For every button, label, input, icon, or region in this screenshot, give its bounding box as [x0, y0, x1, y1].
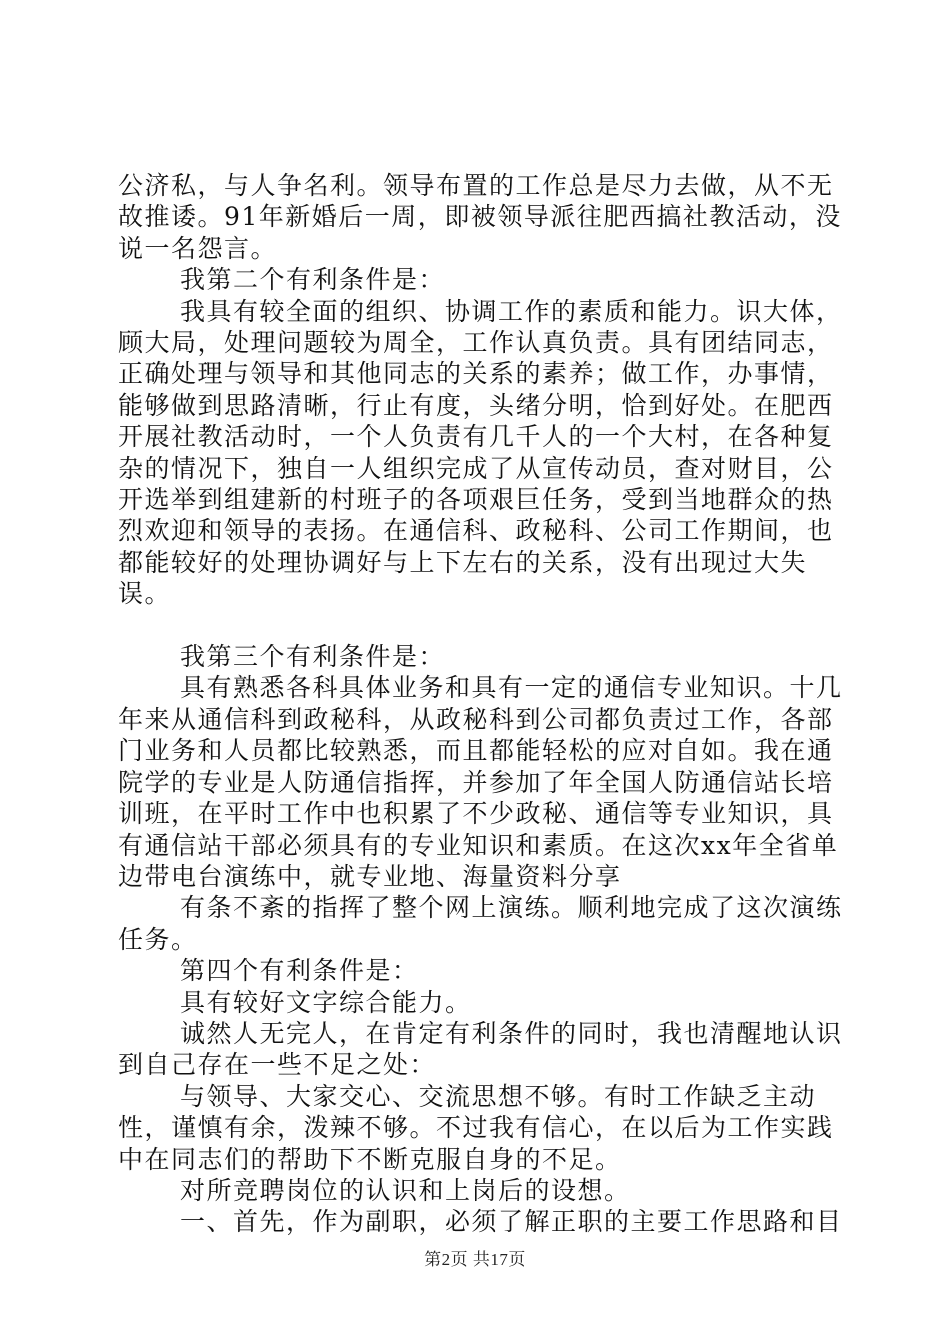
paragraph-4-heading: 我第三个有利条件是：: [180, 642, 446, 672]
paragraph-11: 对所竞聘岗位的认识和上岗后的设想。: [180, 1175, 631, 1205]
paragraph-1: 公济私，与人争名利。领导布置的工作总是尽力去做，从不无故推诿。91年新婚后一周，即被领导派往肥西搞社教活动，没说一名怨言。: [118, 171, 842, 263]
paragraph-gap: [118, 610, 858, 641]
paragraph-9: 诚然人无完人，在肯定有利条件的同时，我也清醒地认识到自己存在一些不足之处：: [118, 1018, 843, 1080]
paragraph-6: 有条不紊的指挥了整个网上演练。顺利地完成了这次演练任务。: [118, 893, 843, 954]
page-number-footer: 第2页 共17页: [424, 1250, 526, 1269]
paragraph-10: 与领导、大家交心、交流思想不够。有时工作缺乏主动性，谨慎有余，泼辣不够。不过我有信心，在以后为工作实践中在同志们的帮助下不断克服自身的不足。: [118, 1081, 834, 1174]
paragraph-12: 一、首先，作为副职，必须了解正职的主要工作思路和目: [180, 1207, 843, 1237]
paragraph-2-heading: 我第二个有利条件是：: [180, 265, 446, 295]
paragraph-8: 具有较好文字综合能力。: [180, 987, 472, 1017]
paragraph-7-heading: 第四个有利条件是：: [180, 956, 419, 986]
paragraph-3: 我具有较全面的组织、协调工作的素质和能力。识大体，顾大局，处理问题较为周全，工作认真负责。具有团结同志，正确处理与领导和其他同志的关系的素养；做工作，办事情，能够做到思路清晰，行止有度，头绪分明，恰到好处。在肥西开展社教活动时，一个人负责有几千人的一个大村，在各种复杂的情况下，独自一人组织完成了从宣传动员，查对财目，公开选举到组建新的村班子的各项艰巨任务，受到当地群众的热烈欢迎和领导的表扬。在通信科、政秘科、公司工作期间，也都能较好的处理协调好与上下左右的关系，没有出现过大失误。: [118, 296, 843, 609]
document-body: [118, 170, 858, 1238]
paragraph-5: 具有熟悉各科具体业务和具有一定的通信专业知识。十几年来从通信科到政秘科，从政秘科到公司都负责过工作，各部门业务和人员都比较熟悉，而且都能轻松的应对自如。我在通院学的专业是人防通信指挥，并参加了年全国人防通信站长培训班，在平时工作中也积累了不少政秘、通信等专业知识，具有通信站干部必须具有的专业知识和素质。在这次xx年全省单边带电台演练中，就专业地、海量资料分享: [118, 673, 843, 891]
